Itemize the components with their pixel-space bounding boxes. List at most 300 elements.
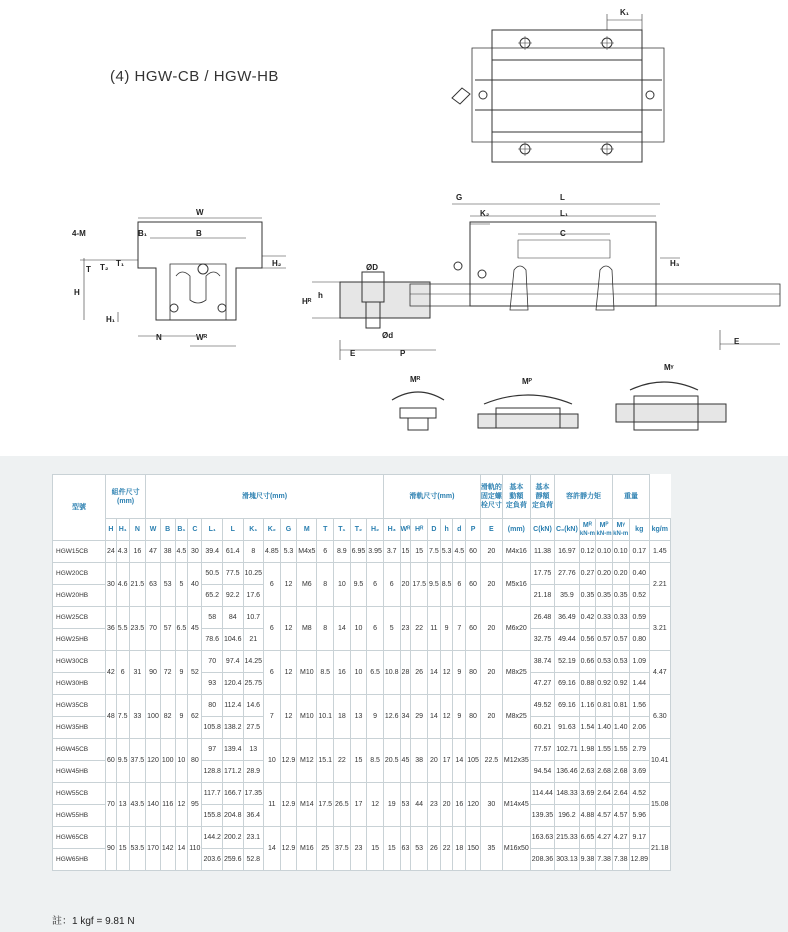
table-cell: 0.35 [612,585,629,607]
table-cell: M4x16 [502,541,530,563]
table-cell: 12.9 [280,827,297,871]
table-cell: 17.5 [411,563,428,607]
label-e: E [350,349,356,358]
table-cell: 2.64 [596,783,613,805]
table-cell: 20 [440,783,453,827]
table-cell: 7.38 [612,849,629,871]
table-cell: 9.5 [116,739,129,783]
table-cell: 7.5 [116,695,129,739]
label-n: N [156,333,162,342]
table-cell: 27.5 [243,717,264,739]
table-cell: 77.57 [530,739,554,761]
table-cell: 6.95 [350,541,367,563]
table-cell: 1.40 [596,717,613,739]
table-cell: 17.35 [243,783,264,805]
table-cell: 0.17 [629,541,650,563]
table-cell: 93 [202,673,223,695]
model-cell: HGW65HB [53,849,106,871]
table-cell: 1.45 [650,541,671,563]
table-cell: 20 [427,739,440,783]
table-cell: 25 [317,827,334,871]
table-cell: 0.80 [629,629,650,651]
subheader-cell: T [317,519,334,541]
table-cell: 14 [453,739,466,783]
label-mp: Mᴾ [522,377,533,386]
table-cell: 80 [188,739,202,783]
table-cell: 105.8 [202,717,223,739]
table-cell: 4.27 [596,827,613,849]
subheader-cell: M [297,519,317,541]
table-cell: 60 [106,739,117,783]
table-cell: 14 [334,607,351,651]
table-cell: 49.52 [530,695,554,717]
table-cell: 84 [222,607,243,629]
table-cell: 140 [146,783,161,827]
table-cell: 26.48 [530,607,554,629]
table-cell: 5.5 [116,607,129,651]
table-cell: 128.8 [202,761,223,783]
table-cell: 105 [466,739,481,783]
table-cell: 6 [264,563,281,607]
table-cell: 138.2 [222,717,243,739]
moment-unit: kN-m [579,530,595,537]
table-cell: 24 [106,541,117,563]
table-cell: 166.7 [222,783,243,805]
subheader-cell: h [440,519,453,541]
label-l1: L₁ [560,209,569,218]
table-cell: 52.19 [555,651,579,673]
table-cell: 18 [334,695,351,739]
table-cell: 1.54 [579,717,596,739]
table-cell: 0.57 [612,629,629,651]
table-cell: 4.52 [629,783,650,805]
table-cell: 28 [400,651,411,695]
table-cell: 2.63 [579,761,596,783]
table-cell: 52.8 [243,849,264,871]
subheader-cell: Mᴾ kN-m [596,519,613,541]
header-bolt: 滑軌的 固定螺 栓尺寸 [480,475,502,519]
label-mr: Mᴿ [410,375,421,384]
table-cell: 10 [350,651,367,695]
table-cell: 48 [106,695,117,739]
table-cell: 69.16 [555,695,579,717]
label-h2: H₂ [272,259,282,268]
table-cell: 6 [453,563,466,607]
table-cell: 65.2 [202,585,223,607]
table-cell: 61.4 [222,541,243,563]
subheader-cell: H₁ [116,519,129,541]
table-cell: 35.9 [555,585,579,607]
table-cell: 6 [317,541,334,563]
table-cell: M16 [297,827,317,871]
subheader-cell: K₂ [264,519,281,541]
table-cell: M6x20 [502,607,530,651]
table-cell: 97 [202,739,223,761]
table-cell: 6.30 [650,695,671,739]
table-cell: 26.5 [334,783,351,827]
table-cell: 15 [367,827,384,871]
table-cell: 9.5 [427,563,440,607]
spec-table-section [0,456,788,932]
table-cell: M8x25 [502,695,530,739]
table-cell: 90 [146,651,161,695]
subheader-cell: D [427,519,440,541]
table-cell: 20 [480,651,502,695]
table-cell: 7.5 [427,541,440,563]
model-cell: HGW20HB [53,585,106,607]
table-cell: 58 [202,607,223,629]
table-cell: 3.7 [383,541,400,563]
table-cell: 36.4 [243,805,264,827]
table-cell: 8.5 [440,563,453,607]
table-cell: 12 [440,651,453,695]
table-cell: 3.95 [367,541,384,563]
table-cell: M12 [297,739,317,783]
header-block: 滑塊尺寸(mm) [146,475,384,519]
label-b1: B₁ [138,229,148,238]
table-cell: 9.5 [350,563,367,607]
table-cell: 0.42 [579,607,596,629]
table-cell: 0.12 [579,541,596,563]
table-cell: 163.63 [530,827,554,849]
subheader-cell: B [160,519,175,541]
label-my: Mᵞ [664,363,674,372]
subheader-cell: Mᵞ kN-m [612,519,629,541]
table-cell: 53.5 [129,827,146,871]
table-row [53,563,671,585]
table-cell: 3.21 [650,607,671,651]
table-cell: 4.88 [579,805,596,827]
table-cell: 44 [411,783,428,827]
header-rail: 滑軌尺寸(mm) [383,475,480,519]
table-cell: 47.27 [530,673,554,695]
table-cell: 70 [146,607,161,651]
table-cell: 0.56 [579,629,596,651]
table-cell: 2.06 [629,717,650,739]
label-k2: K₂ [480,209,490,218]
table-cell: 104.6 [222,629,243,651]
table-cell: 6 [264,651,281,695]
model-cell: HGW55CB [53,783,106,805]
footnote: 註：1 kgf = 9.81 N [52,916,135,927]
table-cell: 0.59 [629,607,650,629]
table-row [53,827,671,849]
table-cell: 14 [427,695,440,739]
table-cell: 12 [280,651,297,695]
table-cell: 1.98 [579,739,596,761]
table-cell: 21.18 [650,827,671,871]
table-cell: 0.52 [629,585,650,607]
table-cell: 8.5 [317,651,334,695]
table-cell: 38.74 [530,651,554,673]
table-cell: 21.5 [129,563,146,607]
table-cell: 3.69 [579,783,596,805]
table-cell: 114.44 [530,783,554,805]
header-moment: 容許靜力矩 [555,475,613,519]
table-cell: 0.40 [629,563,650,585]
table-cell: 0.88 [579,673,596,695]
model-cell: HGW15CB [53,541,106,563]
label-t2: T₂ [100,263,109,272]
header-weight: 重量 [612,475,649,519]
table-cell: 37.5 [129,739,146,783]
table-cell: 19 [383,783,400,827]
table-cell: 139.4 [222,739,243,761]
table-cell: 0.33 [596,607,613,629]
table-cell: 23 [427,783,440,827]
table-cell: 100 [160,739,175,783]
subheader-cell: C [188,519,202,541]
model-cell: HGW55HB [53,805,106,827]
table-cell: 94.54 [530,761,554,783]
table-cell: 1.40 [612,717,629,739]
table-cell: 144.2 [202,827,223,849]
table-cell: 1.16 [579,695,596,717]
table-cell: 11.38 [530,541,554,563]
table-cell: 6 [383,563,400,607]
table-cell: 16 [334,651,351,695]
table-cell: 78.6 [202,629,223,651]
rail-section-drawing [302,263,436,360]
table-cell: 2.21 [650,563,671,607]
table-cell: 23.5 [129,607,146,651]
table-cell: 62 [188,695,202,739]
table-cell: 20 [480,541,502,563]
subheader-cell: N [129,519,146,541]
table-cell: 10 [175,739,188,783]
table-cell: 22 [334,739,351,783]
table-cell: 204.8 [222,805,243,827]
table-cell: 6.5 [367,651,384,695]
table-cell: 215.33 [555,827,579,849]
table-cell: 20 [480,695,502,739]
table-cell: 6.5 [175,607,188,651]
model-cell: HGW45CB [53,739,106,761]
table-cell: 2.79 [629,739,650,761]
table-cell: 4.5 [175,541,188,563]
spec-table [52,474,671,871]
table-cell: 5.3 [280,541,297,563]
table-cell: 117.7 [202,783,223,805]
table-cell: 7.38 [596,849,613,871]
table-cell: 22 [440,827,453,871]
table-cell: 14 [175,827,188,871]
table-cell: 1.55 [596,739,613,761]
subheader-cell: T₁ [334,519,351,541]
subheader-cell: E [480,519,502,541]
table-cell: 34 [400,695,411,739]
table-cell: 29 [411,695,428,739]
label-h1: H₁ [106,315,116,324]
model-cell: HGW20CB [53,563,106,585]
subheader-cell: P [466,519,481,541]
end-view-drawing [72,208,286,346]
table-cell: 23 [350,827,367,871]
table-cell: 47 [146,541,161,563]
table-cell: 203.6 [202,849,223,871]
table-cell: 80 [202,695,223,717]
table-cell: M10 [297,651,317,695]
table-cell: 70 [106,783,117,827]
table-cell: 1.56 [629,695,650,717]
table-cell: 9 [440,607,453,651]
table-cell: 20.5 [383,739,400,783]
table-cell: 16.97 [555,541,579,563]
subheader-cell: L₁ [202,519,223,541]
table-cell: 43.5 [129,783,146,827]
table-cell: 2.68 [612,761,629,783]
table-cell: 303.13 [555,849,579,871]
table-cell: 14 [427,651,440,695]
table-cell: 17 [440,739,453,783]
model-cell: HGW35HB [53,717,106,739]
table-cell: 12 [440,695,453,739]
table-cell: 23.1 [243,827,264,849]
table-cell: 18 [453,827,466,871]
table-cell: 6 [367,607,384,651]
table-cell: 8 [243,541,264,563]
table-cell: 12.9 [280,739,297,783]
table-cell: 15 [400,541,411,563]
subheader-cell: H₂ [367,519,384,541]
subheader-cell: kg/m [650,519,671,541]
table-cell: 82 [160,695,175,739]
subheader-cell: W [146,519,161,541]
table-cell: M8x25 [502,651,530,695]
subheader-cell: T₂ [350,519,367,541]
table-cell: 112.4 [222,695,243,717]
model-cell: HGW65CB [53,827,106,849]
label-l: L [560,193,565,202]
table-cell: 17 [350,783,367,827]
table-cell: 155.8 [202,805,223,827]
table-cell: 0.92 [596,673,613,695]
table-cell: 0.33 [612,607,629,629]
label-od: ØD [366,263,378,272]
subheader-cell: kg [629,519,650,541]
table-cell: 13 [243,739,264,761]
table-cell: 0.10 [596,541,613,563]
table-cell: 45 [188,607,202,651]
table-cell: 17.5 [317,783,334,827]
table-cell: 20 [400,563,411,607]
table-cell: 0.20 [612,563,629,585]
table-cell: M10 [297,695,317,739]
table-cell: 15.08 [650,783,671,827]
table-cell: 52 [188,651,202,695]
table-cell: 15 [350,739,367,783]
table-cell: 9 [175,651,188,695]
table-cell: 4.3 [116,541,129,563]
table-cell: 8.5 [367,739,384,783]
table-cell: 53 [160,563,175,607]
table-cell: 17.6 [243,585,264,607]
table-cell: 10.25 [243,563,264,585]
table-cell: 0.66 [579,651,596,673]
table-cell: M5x16 [502,563,530,607]
table-cell: 0.27 [579,563,596,585]
table-cell: 36.49 [555,607,579,629]
table-cell: 53 [400,783,411,827]
model-cell: HGW30HB [53,673,106,695]
subheader-cell: Wᴿ [400,519,411,541]
table-cell: 9 [453,695,466,739]
header-model: 型號 [53,475,106,541]
table-cell: 38 [411,739,428,783]
table-cell: 13 [350,695,367,739]
table-cell: 30 [188,541,202,563]
label-h3: H₃ [670,259,680,268]
table-row [53,739,671,761]
table-cell: 25.75 [243,673,264,695]
table-cell: 4.57 [596,805,613,827]
table-cell: 37.5 [334,827,351,871]
table-cell: 12 [280,563,297,607]
table-cell: 40 [188,563,202,607]
table-cell: 60.21 [530,717,554,739]
table-cell: 22 [411,607,428,651]
table-cell: 0.20 [596,563,613,585]
table-cell: 8 [317,607,334,651]
table-cell: 171.2 [222,761,243,783]
label-hr: Hᴿ [302,297,312,306]
header-assembly: 組件尺寸 (mm) [106,475,146,519]
table-cell: 5 [175,563,188,607]
table-cell: M6 [297,563,317,607]
table-cell: 120 [466,783,481,827]
table-cell: 4.85 [264,541,281,563]
table-cell: 0.10 [612,541,629,563]
table-cell: 57 [160,607,175,651]
table-cell: 90 [106,827,117,871]
table-cell: 60 [466,607,481,651]
subheader-cell: (mm) [502,519,530,541]
table-cell: M14 [297,783,317,827]
table-cell: 4.47 [650,651,671,695]
table-cell: 20 [480,563,502,607]
header-dynamic-load: 基本 動額 定負荷 [502,475,530,519]
table-cell: 7 [453,607,466,651]
table-cell: 12 [175,783,188,827]
table-cell: 0.92 [612,673,629,695]
table-cell: 4.57 [612,805,629,827]
subheader-cell: K₁ [243,519,264,541]
table-cell: 259.6 [222,849,243,871]
table-cell: 33 [129,695,146,739]
table-cell: 80 [466,695,481,739]
table-cell: 12.9 [280,783,297,827]
label-h-small: h [318,291,323,300]
table-cell: 120 [146,739,161,783]
table-cell: 11 [427,607,440,651]
model-cell: HGW25CB [53,607,106,629]
table-cell: 12.6 [383,695,400,739]
label-wr: Wᴿ [196,333,208,342]
table-cell: 30 [106,563,117,607]
table-cell: 15 [116,827,129,871]
model-cell: HGW35CB [53,695,106,717]
table-cell: 15 [411,541,428,563]
table-cell: 69.16 [555,673,579,695]
table-cell: 49.44 [555,629,579,651]
table-cell: 20 [480,607,502,651]
table-cell: 148.33 [555,783,579,805]
table-cell: 77.5 [222,563,243,585]
table-cell: 136.46 [555,761,579,783]
table-cell: 7 [264,695,281,739]
model-cell: HGW25HB [53,629,106,651]
table-cell: 0.57 [596,629,613,651]
